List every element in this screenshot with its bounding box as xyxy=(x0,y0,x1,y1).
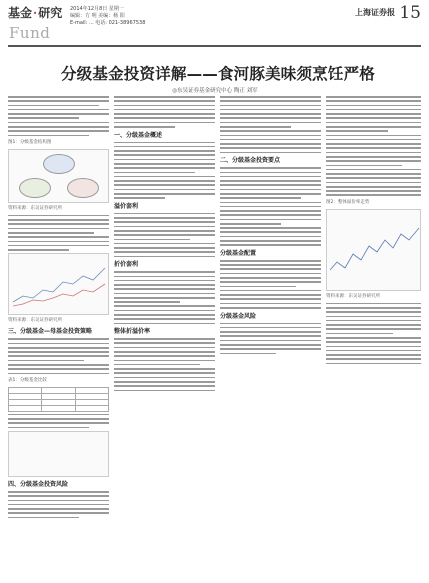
figure-source: 资料来源：东吴证券研究所 xyxy=(326,293,380,299)
column-1 xyxy=(8,96,109,521)
subheading: 三、分级基金—母基金投资策略 xyxy=(8,328,93,336)
headline: 分级基金投资详解——食河豚美味须烹饪严格 xyxy=(60,65,375,83)
figure-caption: 图1：分级基金结构图 xyxy=(8,139,52,145)
line-figure xyxy=(8,253,109,315)
subheading: 一、分级基金概述 xyxy=(114,131,163,139)
page-number: 15 xyxy=(399,3,421,23)
column-2 xyxy=(114,96,215,394)
comparison-table xyxy=(8,387,109,412)
byline: ◎东吴证券基金研究中心 陶正 刘军 xyxy=(172,88,258,94)
issue-meta xyxy=(70,6,145,27)
figure-source: 资料来源：东吴证券研究所 xyxy=(8,205,62,211)
header-rule xyxy=(8,45,421,47)
section-title xyxy=(8,4,62,21)
section-sub: 研究 xyxy=(38,6,63,20)
subheading: 分级基金配置 xyxy=(220,249,257,257)
section-english: Fund xyxy=(9,24,51,42)
premium-figure xyxy=(326,209,421,291)
bar-figure xyxy=(8,431,109,477)
editor-line: 编辑：方 明 美编：杨 阳 xyxy=(70,13,125,19)
line-figure-svg xyxy=(9,254,110,314)
issue-date: 2014年12月8日 星期一 xyxy=(70,6,124,12)
figure-caption: 图2：整体溢价率走势 xyxy=(326,199,370,205)
figure-source: 资料来源：东吴证券研究所 xyxy=(8,318,62,324)
column-3 xyxy=(220,96,321,357)
subheading: 溢价套利 xyxy=(114,202,139,210)
contact-line: E-mail: ... 电话: 021-38967538 xyxy=(70,20,146,26)
page-header xyxy=(8,4,421,44)
subheading: 折价套利 xyxy=(114,261,139,269)
premium-figure-svg xyxy=(327,210,422,290)
structure-figure xyxy=(8,149,109,203)
paper-name: 上海证券报 xyxy=(355,7,395,17)
subheading: 整体折溢价率 xyxy=(114,328,151,336)
section-main: 基金 xyxy=(8,6,33,20)
column-4 xyxy=(326,96,421,367)
subheading: 四、分级基金投资风险 xyxy=(8,481,69,488)
subheading: 二、分级基金投资要点 xyxy=(220,157,281,165)
section-dot: · xyxy=(33,6,38,20)
subheading: 分级基金风险 xyxy=(220,312,257,320)
table-caption: 表1：分级基金比较 xyxy=(8,377,47,383)
